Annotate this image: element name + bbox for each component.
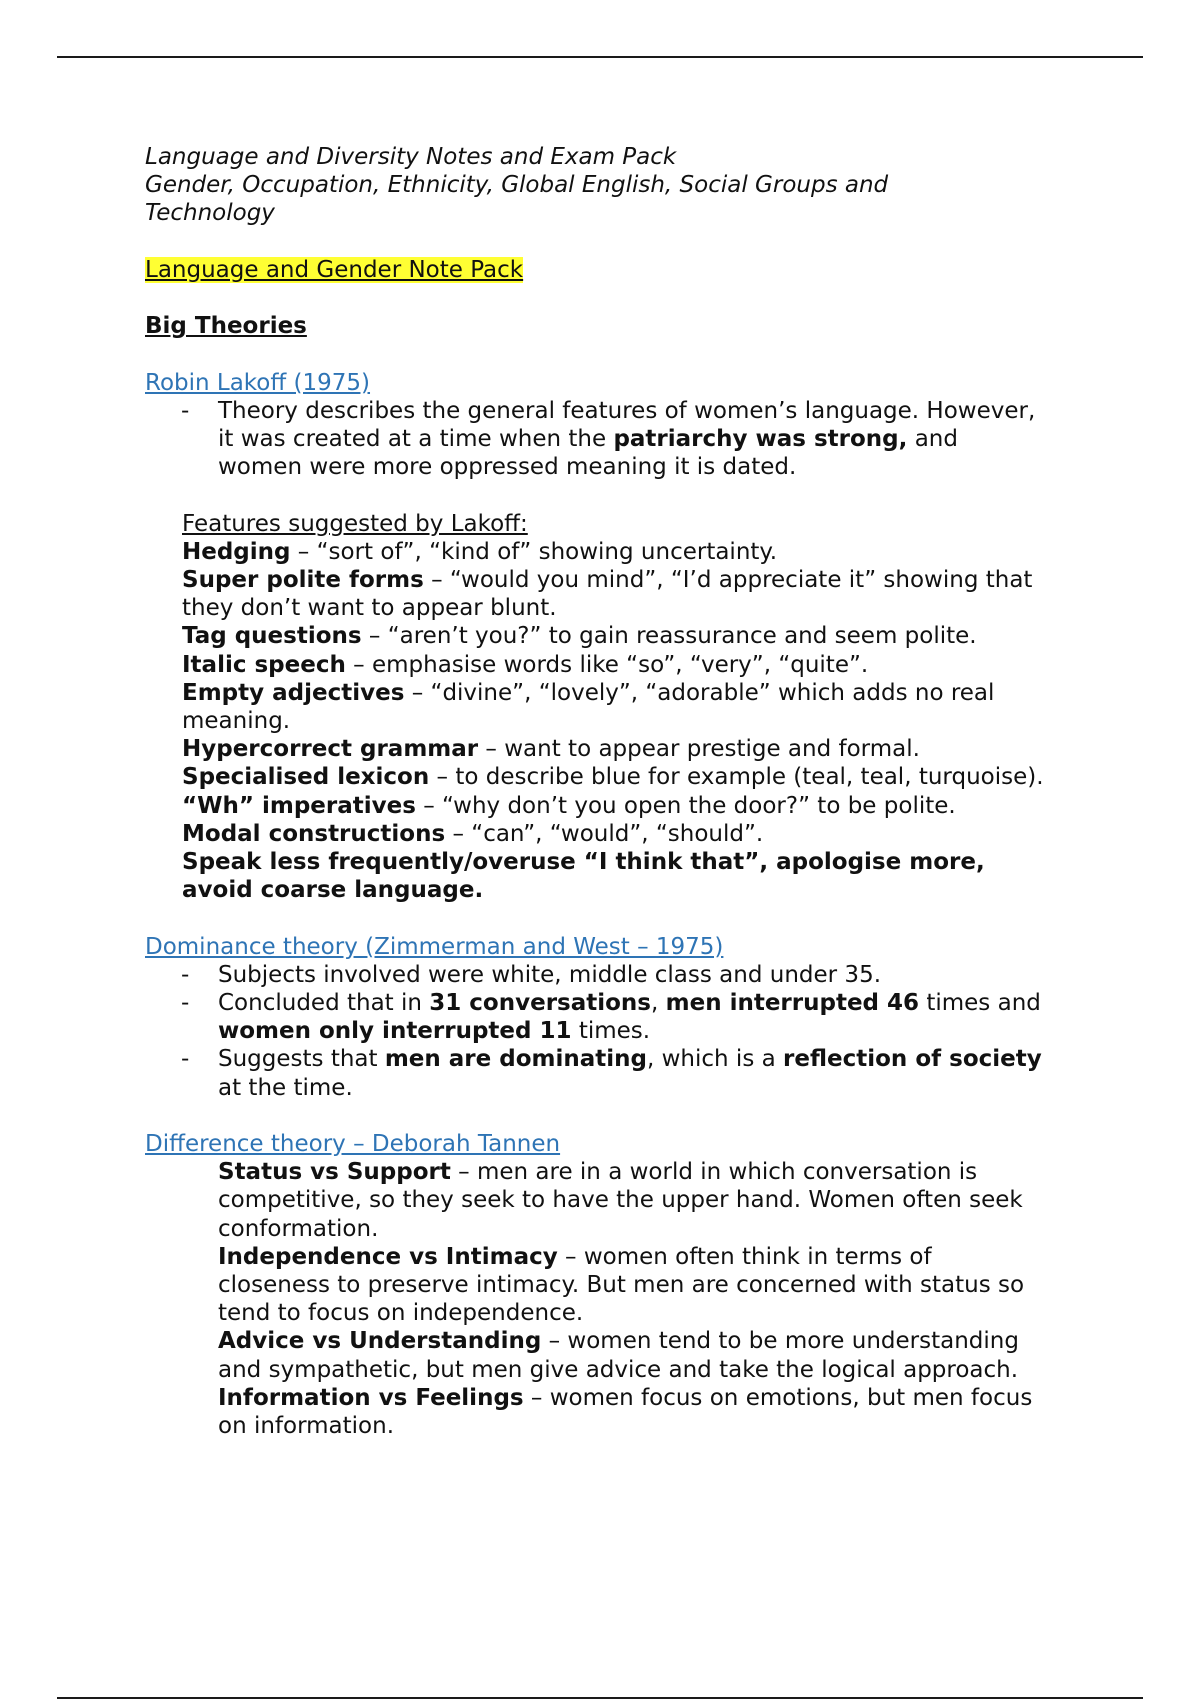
bullet-dash: - [181,961,190,988]
dominance-bullet: - Concluded that in 31 conversations, men interrupted 46 times and women only interrupted 11 times. [181,990,1041,1045]
dominance-bullet-list [145,961,1045,1102]
difference-heading[interactable]: Difference theory – Deborah Tannen [145,1131,561,1158]
feature-item: “Wh” imperatives – “why don’t you open the door?” to be polite. [182,792,956,819]
document-title: Language and Diversity Notes and Exam Pack [145,144,677,170]
feature-item: Tag questions – “aren’t you?” to gain reassurance and seem polite. [182,623,977,650]
bullet-dash: - [181,990,190,1017]
pack-title: Language and Gender Note Pack [145,256,524,283]
feature-item: Empty adjectives – “divine”, “lovely”, “adorable” which adds no real meaning. [182,679,995,734]
dominance-bullet: - Subjects involved were white, middle class and under 35. [181,961,882,988]
bullet-dash: - [181,397,190,424]
section-title: Big Theories [145,313,307,340]
lakoff-bullet: - Theory describes the general features of women’s language. However, it was created at a time when the patriarchy was strong, and women were more oppressed meaning it is dated. [181,397,1036,481]
difference-item: Information vs Feelings – women focus on emotions, but men focus on information. [218,1384,1033,1440]
bullet-dash: - [181,1046,190,1073]
difference-items [145,1158,1045,1440]
feature-item: Italic speech – emphasise words like “so”, “very”, “quite”. [182,651,869,678]
feature-item: Hypercorrect grammar – want to appear prestige and formal. [182,736,920,763]
dominance-heading[interactable]: Dominance theory (Zimmerman and West – 1975) [145,933,724,960]
difference-item: Status vs Support – men are in a world in which conversation is competitive, so they seek to have the upper hand. Women often seek conformation. [218,1159,1023,1242]
features-label: Features suggested by Lakoff: [182,510,528,537]
dominance-bullet: - Suggests that men are dominating, which is a reflection of society at the time. [181,1046,1042,1101]
lakoff-features [145,510,1045,905]
difference-item: Independence vs Intimacy – women often think in terms of closeness to preserve intimacy. But men are concerned with status so tend to focus on independence. [218,1243,1025,1327]
feature-item: Specialised lexicon – to describe blue for example (teal, teal, turquoise). [182,764,1044,791]
feature-item: Speak less frequently/overuse “I think that”, apologise more, avoid coarse language. [182,849,985,904]
feature-item: Modal constructions – “can”, “would”, “should”. [182,820,764,847]
document-subtitle-line-2: Technology [145,200,275,227]
lakoff-heading[interactable]: Robin Lakoff (1975) [145,369,371,396]
lakoff-bullet-list [145,397,1045,482]
top-rule [57,56,1143,58]
difference-item: Advice vs Understanding – women tend to be more understanding and sympathetic, but men give advice and take the logical approach. [218,1328,1019,1383]
document-body [145,143,1045,1440]
feature-item: Super polite forms – “would you mind”, “I’d appreciate it” showing that they don’t want to appear blunt. [182,566,1033,622]
bottom-rule [57,1697,1143,1699]
document-subtitle-line-1: Gender, Occupation, Ethnicity, Global English, Social Groups and [145,172,889,199]
feature-item: Hedging – “sort of”, “kind of” showing uncertainty. [182,538,778,565]
